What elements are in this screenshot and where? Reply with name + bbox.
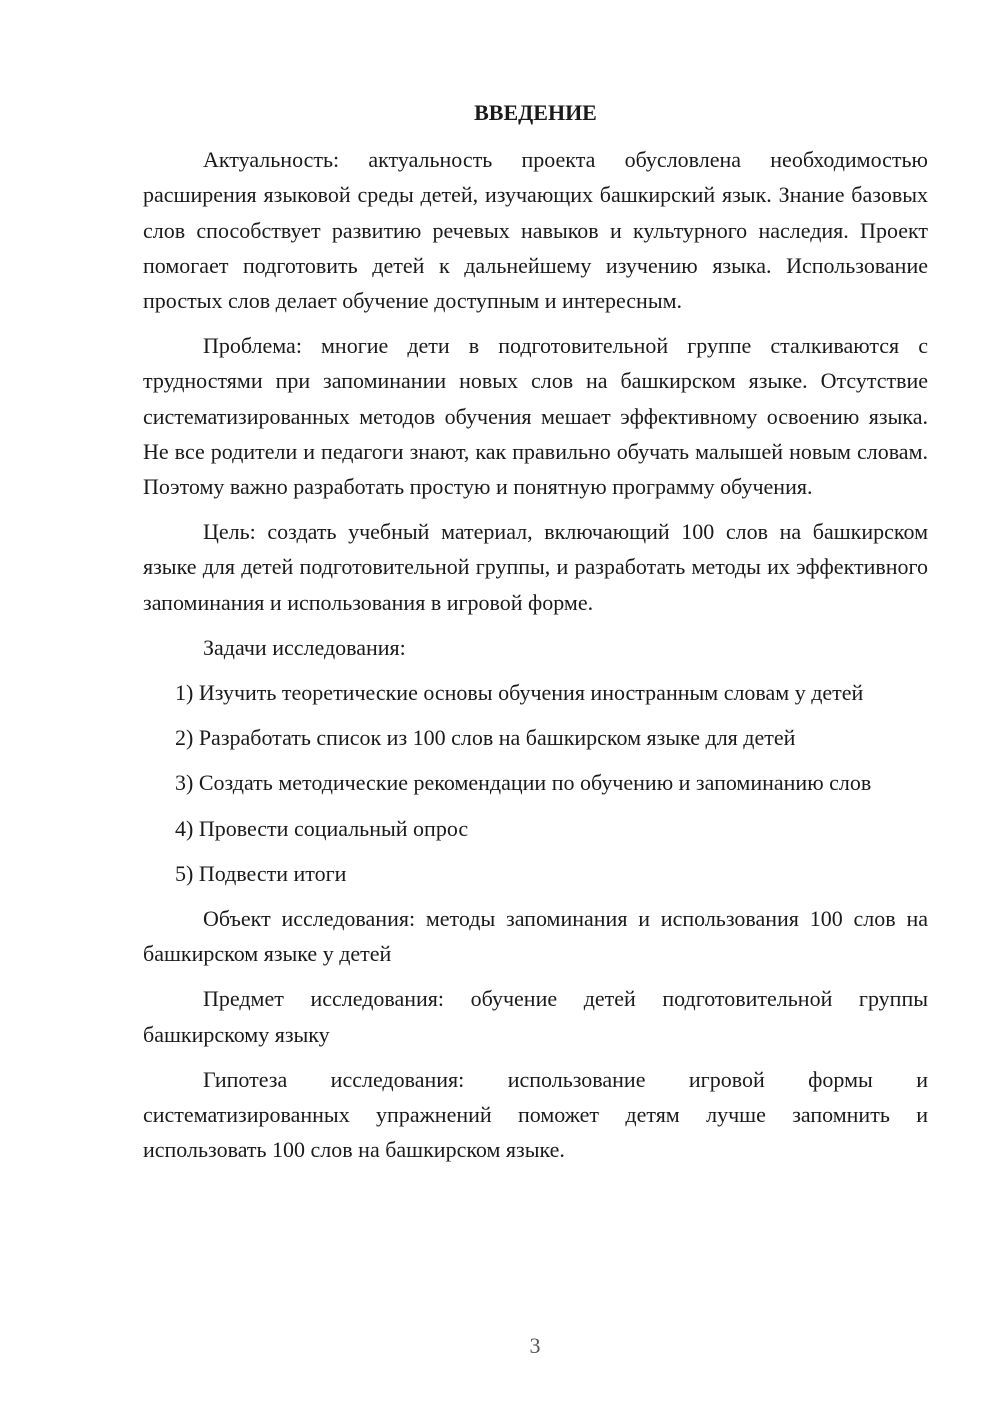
task-item: 4) Провести социальный опрос xyxy=(175,815,469,841)
task-item: 2) Разработать список из 100 слов на башкирском языке для детей xyxy=(175,725,796,751)
task-item: 5) Подвести итоги xyxy=(175,860,347,886)
document-page xyxy=(143,95,928,1177)
paragraph-hypothesis: Гипотеза исследования: использование игровой формы и систематизированных упражнений поможет детям лучше запомнить и использовать 100 слов на башкирском языке. xyxy=(143,1066,928,1163)
section-title: ВВЕДЕНИЕ xyxy=(474,100,597,125)
page-number: 3 xyxy=(529,1333,541,1358)
task-item: 3) Создать методические рекомендации по обучению и запоминанию слов xyxy=(175,770,872,796)
paragraph-object: Объект исследования: методы запоминания и использования 100 слов на башкирском языке у детей xyxy=(143,906,928,967)
paragraph-goal: Цель: создать учебный материал, включающий 100 слов на башкирском языке для детей подготовительной группы, и разработать методы их эффективного запоминания и использования в игровой форме. xyxy=(143,519,928,615)
tasks-heading: Задачи исследования: xyxy=(203,634,406,660)
task-item: 1) Изучить теоретические основы обучения иностранным словам у детей xyxy=(175,680,864,706)
paragraph-subject: Предмет исследования: обучение детей подготовительной группы башкирскому языку xyxy=(143,986,928,1047)
paragraph-problem: Проблема: многие дети в подготовительной группе сталкиваются с трудностями при запоминании новых слов на башкирском языке. Отсутствие систематизированных методов обучения мешает эффективному освоению языка. Не все родители и педагоги знают, как правильно обучать малышей новым словам. Поэтому важно разработать простую и понятную программу обучения. xyxy=(143,333,928,500)
paragraph-relevance: Актуальность: актуальность проекта обусловлена необходимостью расширения языковой среды детей, изучающих башкирский язык. Знание базовых слов способствует развитию речевых навыков и культурного наследия. Проект помогает подготовить детей к дальнейшему изучению языка. Использование простых слов делает обучение доступным и интересным. xyxy=(143,147,928,314)
